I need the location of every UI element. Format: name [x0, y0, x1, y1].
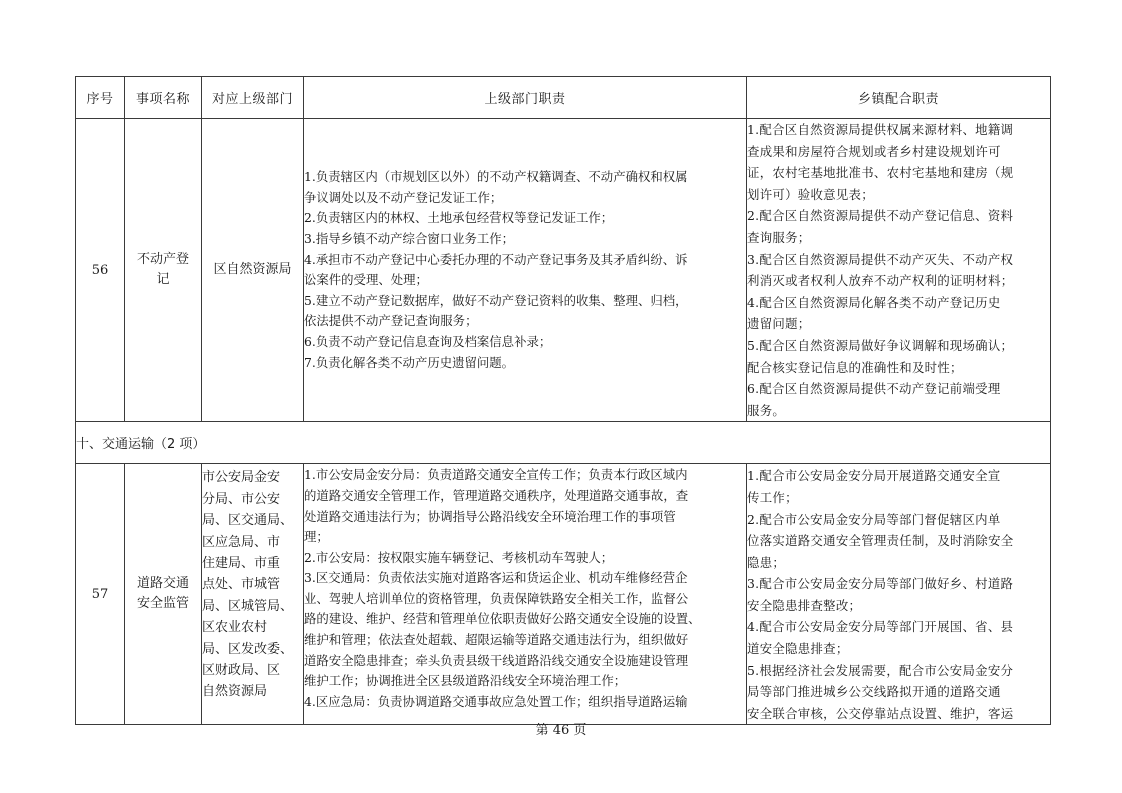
text-line: 区农业农村 — [202, 620, 268, 636]
text-line: 服务。 — [747, 402, 786, 418]
text-line: 区财政局、区 — [202, 662, 281, 678]
text-line: 道路交通 — [136, 576, 189, 592]
text-line: 道路安全隐患排查；牵头负责县级干线道路沿线交通安全设施建设管理 — [304, 652, 689, 668]
text-line: 局、区交通局、 — [202, 513, 294, 529]
superior-dept — [202, 464, 304, 725]
text-line: 争议调处以及不动产登记发证工作； — [304, 189, 503, 205]
text-line: 维护工作；协调推进全区县级道路沿线安全环境治理工作； — [304, 673, 627, 689]
text-line: 区应急局、市 — [202, 534, 281, 550]
text-line: 证，农村宅基地批准书、农村宅基地和建房（规 — [747, 165, 1014, 181]
responsibility-table — [75, 76, 1051, 725]
text-line: 市公安局金安 — [202, 470, 281, 486]
section-title: 十、交通运输（2 项） — [76, 422, 1051, 464]
text-line: 住建局、市重 — [202, 555, 281, 571]
text-line: 隐患； — [747, 554, 786, 570]
text-line: 记 — [156, 272, 170, 288]
text-line: 业、驾驶人培训单位的资格管理，负责保障铁路安全相关工作，监督公 — [304, 590, 689, 606]
text-line: 3.配合市公安局金安分局等部门做好乡、村道路 — [747, 576, 1014, 592]
text-line: 3.配合区自然资源局提供不动产灭失、不动产权 — [747, 251, 1014, 267]
text-line: 不动产登 — [136, 252, 189, 268]
table-row — [76, 119, 1051, 422]
text-line: 点处、市城管 — [202, 577, 281, 593]
text-line: 1.配合区自然资源局提供权属来源材料、地籍调 — [747, 122, 1014, 137]
header-superior-duty: 上级部门职责 — [304, 77, 747, 119]
town-duty — [747, 119, 1051, 422]
text-line: 3.指导乡镇不动产综合窗口业务工作； — [304, 230, 515, 246]
text-line: 分局、市公安 — [202, 491, 281, 507]
text-line: 4.区应急局：负责协调道路交通事故应急处置工作；组织指导道路运输 — [304, 693, 688, 709]
table-header-row — [76, 77, 1051, 119]
text-line: 2.配合区自然资源局提供不动产登记信息、资料 — [747, 208, 1014, 224]
text-line: 维护和管理；依法查处超载、超限运输等道路交通违法行为，组织做好 — [304, 632, 689, 648]
header-town-duty: 乡镇配合职责 — [747, 77, 1051, 119]
text-line: 2.负责辖区内的林权、土地承包经营权等登记发证工作； — [304, 210, 614, 226]
text-line: 4.配合区自然资源局化解各类不动产登记历史 — [747, 294, 1001, 310]
text-line: 划许可）验收意见表； — [747, 186, 874, 202]
text-line: 3.区交通局：负责依法实施对道路客运和货运企业、机动车维修经营企 — [304, 570, 688, 586]
superior-duty — [304, 119, 747, 422]
text-line: 位落实道路交通安全管理责任制，及时消除安全 — [747, 533, 1014, 549]
text-line: 局等部门推进城乡公交线路拟开通的道路交通 — [747, 684, 1001, 700]
text-line: 安全隐患排查整改； — [747, 597, 862, 613]
text-line: 遗留问题； — [747, 316, 811, 332]
text-line: 依法提供不动产登记查询服务； — [304, 313, 478, 329]
text-line: 6.配合区自然资源局提供不动产登记前端受理 — [747, 381, 1001, 397]
text-line: 7.负责化解各类不动产历史遗留问题。 — [304, 354, 515, 370]
text-line: 1.负责辖区内（市规划区以外）的不动产权籍调查、不动产确权和权属 — [304, 169, 688, 185]
text-line: 局、区城管局、 — [202, 598, 294, 614]
text-line: 利消灭或者权利人放弃不动产权利的证明材料； — [747, 273, 1014, 289]
text-line: 4.配合市公安局金安分局等部门开展国、省、县 — [747, 619, 1014, 635]
text-line: 查成果和房屋符合规划或者乡村建设规划许可 — [747, 143, 1001, 159]
text-line: 2.市公安局：按权限实施车辆登记、考核机动车驾驶人； — [304, 549, 614, 565]
text-line: 2.配合市公安局金安分局等部门督促辖区内单 — [747, 511, 1001, 527]
text-line: 处道路交通违法行为；协调指导公路沿线安全环境治理工作的事项管 — [304, 508, 676, 524]
header-item-name: 事项名称 — [125, 77, 202, 119]
item-name — [125, 119, 202, 422]
text-line: 1.市公安局金安分局：负责道路交通安全宣传工作；负责本行政区域内 — [304, 467, 688, 483]
item-name — [125, 464, 202, 725]
superior-dept: 区自然资源局 — [202, 119, 304, 422]
page-number: 第 46 页 — [535, 723, 587, 738]
text-line: 安全监管 — [136, 596, 189, 612]
row-number: 57 — [76, 464, 125, 725]
text-line: 局、区发改委、 — [202, 641, 294, 657]
text-line: 5.根据经济社会发展需要，配合市公安局金安分 — [747, 662, 1014, 678]
text-line: 5.配合区自然资源局做好争议调解和现场确认； — [747, 337, 1014, 353]
text-line: 4.承担市不动产登记中心委托办理的不动产登记事务及其矛盾纠纷、诉 — [304, 251, 688, 267]
text-line: 传工作； — [747, 489, 798, 505]
text-line: 安全联合审核，公交停靠站点设置、维护，客运 — [747, 705, 1014, 721]
text-line: 查询服务； — [747, 229, 811, 245]
text-line: 5.建立不动产登记数据库，做好不动产登记资料的收集、整理、归档， — [304, 292, 688, 308]
text-line: 自然资源局 — [202, 684, 268, 700]
text-line: 配合核实登记信息的准确性和及时性； — [747, 359, 963, 375]
text-line: 路的建设、维护、经营和管理单位依职责做好公路交通安全设施的设置、 — [304, 611, 701, 627]
section-row — [76, 422, 1051, 464]
header-superior-dept: 对应上级部门 — [202, 77, 304, 119]
superior-duty — [304, 464, 747, 725]
row-number: 56 — [76, 119, 125, 422]
town-duty — [747, 464, 1051, 725]
text-line: 讼案件的受理、处理； — [304, 272, 428, 288]
text-line: 1.配合市公安局金安分局开展道路交通安全宣 — [747, 468, 1001, 484]
text-line: 的道路交通安全管理工作，管理道路交通秩序，处理道路交通事故，查 — [304, 487, 689, 503]
header-seq: 序号 — [76, 77, 125, 119]
text-line: 道安全隐患排查； — [747, 641, 849, 657]
table-row — [76, 464, 1051, 725]
text-line: 6.负责不动产登记信息查询及档案信息补录； — [304, 333, 552, 349]
text-line: 理； — [304, 529, 329, 545]
